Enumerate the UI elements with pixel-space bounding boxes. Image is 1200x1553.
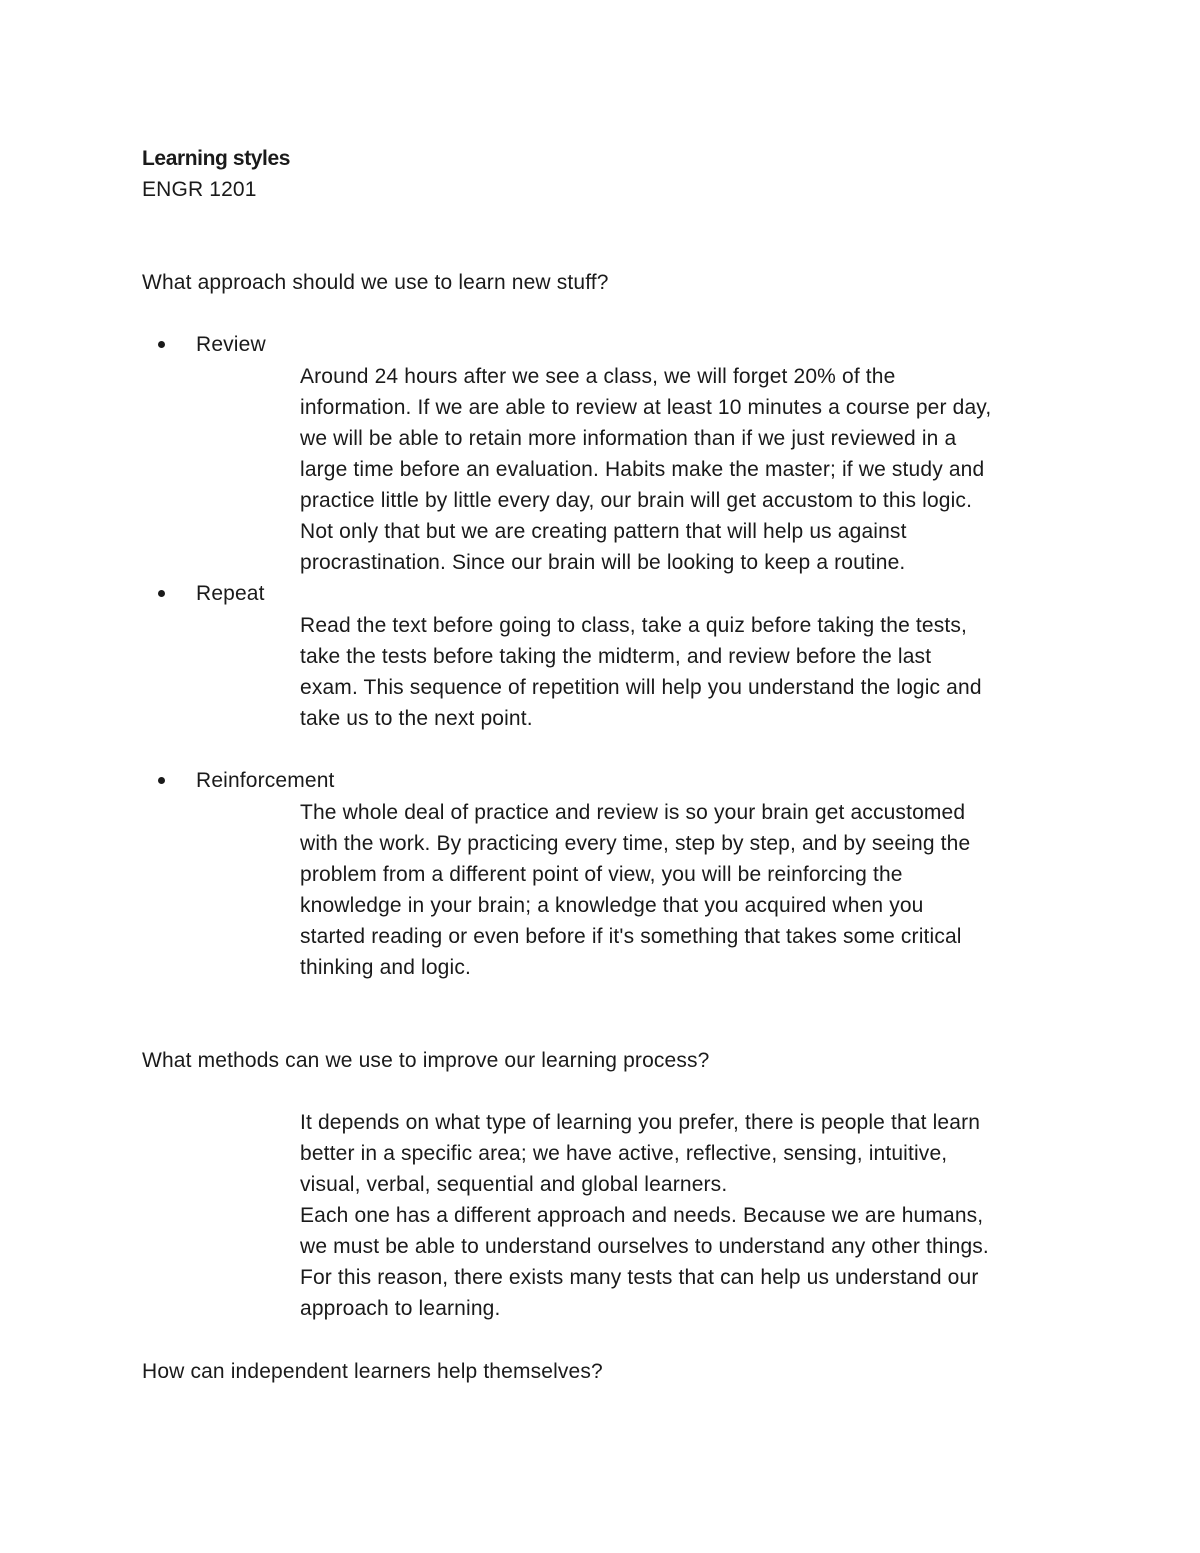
review-text-line: we will be able to retain more information than if we just reviewed in a [300, 427, 957, 450]
methods-answer-line: better in a specific area; we have active, reflective, sensing, intuitive, [300, 1142, 948, 1165]
methods-answer-line: approach to learning. [300, 1297, 501, 1320]
reinforcement-text-line: knowledge in your brain; a knowledge that you acquired when you [300, 894, 924, 917]
methods-answer-line: visual, verbal, sequential and global learners. [300, 1173, 728, 1196]
reinforcement-text-line: started reading or even before if it's something that takes some critical [300, 925, 962, 948]
review-text-line: procrastination. Since our brain will be looking to keep a routine. [300, 551, 906, 574]
repeat-text-line: Read the text before going to class, take a quiz before taking the tests, [300, 614, 968, 637]
methods-answer-line: we must be able to understand ourselves to understand any other things. [300, 1235, 989, 1258]
bullet-icon [158, 590, 165, 597]
question-independent-learners: How can independent learners help themselves? [142, 1360, 603, 1383]
review-text-line: large time before an evaluation. Habits make the master; if we study and [300, 458, 985, 481]
review-text-line: information. If we are able to review at least 10 minutes a course per day, [300, 396, 992, 419]
repeat-text-line: take us to the next point. [300, 707, 533, 730]
repeat-text-line: exam. This sequence of repetition will help you understand the logic and [300, 676, 982, 699]
reinforcement-text-line: The whole deal of practice and review is so your brain get accustomed [300, 801, 966, 824]
bullet-label-reinforcement: Reinforcement [196, 769, 335, 792]
question-methods: What methods can we use to improve our learning process? [142, 1049, 710, 1072]
review-text-line: practice little by little every day, our brain will get accustom to this logic. [300, 489, 973, 512]
review-text-line: Around 24 hours after we see a class, we will forget 20% of the [300, 365, 896, 388]
bullet-label-review: Review [196, 333, 266, 356]
bullet-label-repeat: Repeat [196, 582, 265, 605]
reinforcement-text-line: thinking and logic. [300, 956, 471, 979]
repeat-text-line: take the tests before taking the midterm, and review before the last [300, 645, 932, 668]
methods-answer-line: For this reason, there exists many tests that can help us understand our [300, 1266, 979, 1289]
reinforcement-text-line: problem from a different point of view, you will be reinforcing the [300, 863, 903, 886]
review-text-line: Not only that but we are creating pattern that will help us against [300, 520, 907, 543]
methods-answer-line: Each one has a different approach and needs. Because we are humans, [300, 1204, 984, 1227]
course-code: ENGR 1201 [142, 178, 257, 201]
question-approach: What approach should we use to learn new stuff? [142, 271, 609, 294]
bullet-icon [158, 777, 165, 784]
bullet-icon [158, 341, 165, 348]
methods-answer-line: It depends on what type of learning you prefer, there is people that learn [300, 1111, 981, 1134]
reinforcement-text-line: with the work. By practicing every time, step by step, and by seeing the [300, 832, 971, 855]
document-title: Learning styles [142, 147, 291, 170]
